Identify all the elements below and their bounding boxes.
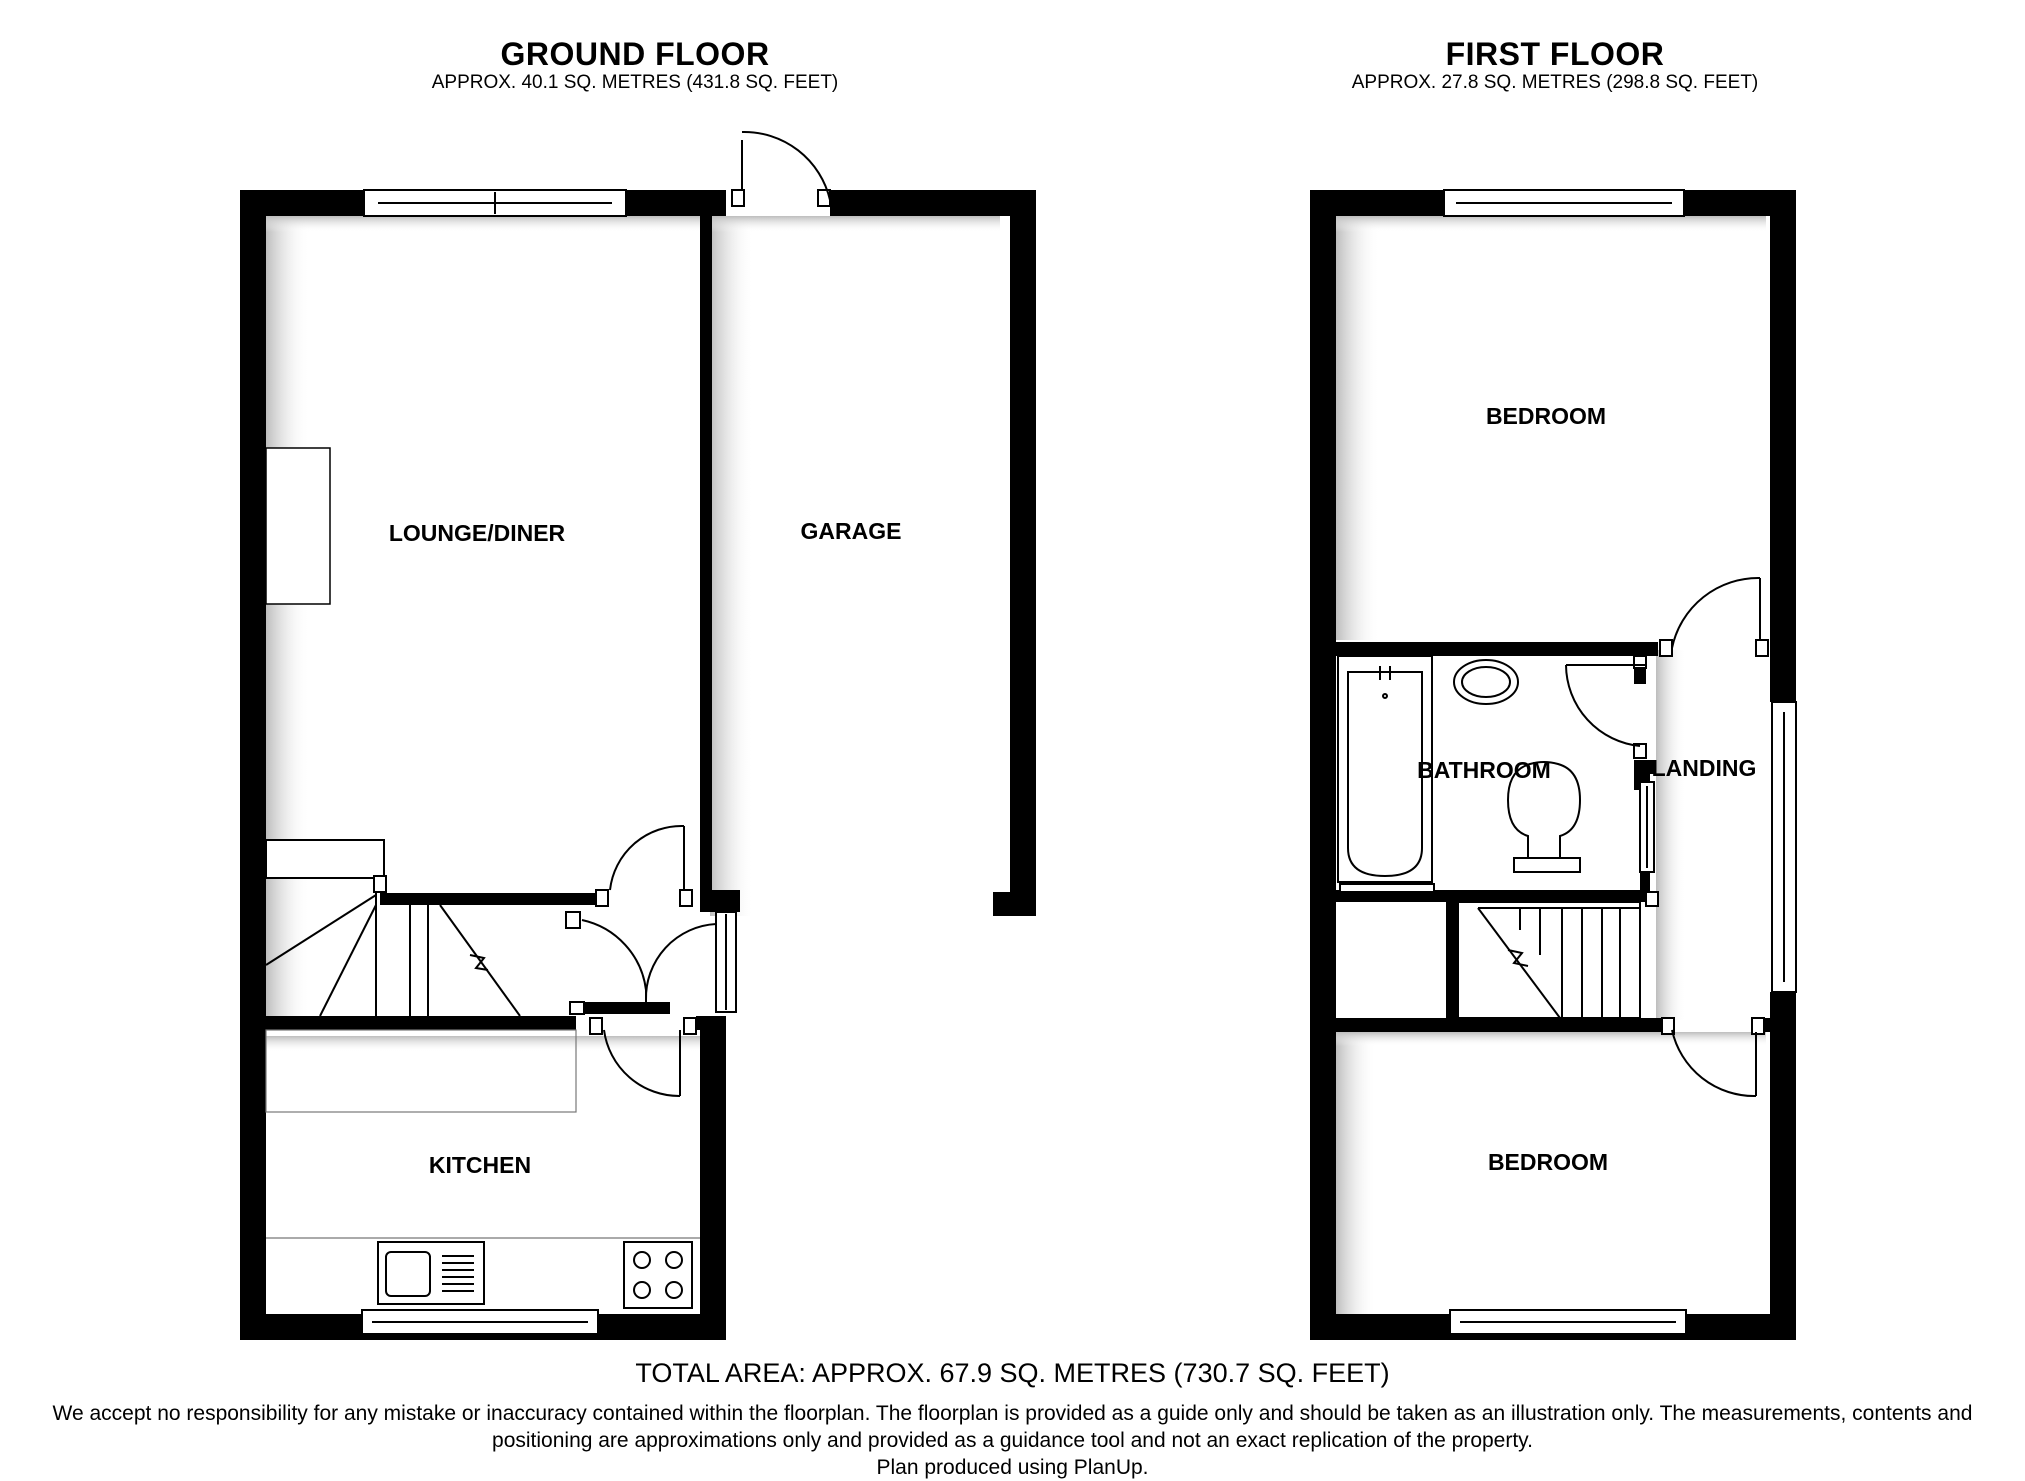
shadow xyxy=(1336,1032,1376,1320)
wall xyxy=(1310,190,1444,216)
wall xyxy=(380,893,606,905)
room-label-landing: LANDING xyxy=(1651,755,1757,781)
wall xyxy=(240,190,364,216)
first-floor-area: APPROX. 27.8 SQ. METRES (298.8 SQ. FEET) xyxy=(1351,72,1759,93)
wall xyxy=(993,892,1036,916)
wall xyxy=(1446,902,1458,1022)
ground-floor-plan xyxy=(240,132,1036,1340)
shadow xyxy=(1656,650,1686,1020)
shadow xyxy=(266,216,310,1020)
shadow xyxy=(1336,216,1380,640)
wall xyxy=(1310,190,1336,1340)
wall xyxy=(700,890,740,912)
wall xyxy=(700,1020,726,1340)
total-area: TOTAL AREA: APPROX. 67.9 SQ. METRES (730.7 SQ. FEET) xyxy=(635,1358,1390,1388)
disclaimer-line-2: positioning are approximations only and provided as a guidance tool and not an exact replication of the property. xyxy=(492,1429,1533,1452)
disclaimer-line-3: Plan produced using PlanUp. xyxy=(876,1456,1149,1479)
shadow xyxy=(710,216,754,916)
wall xyxy=(266,1016,576,1030)
wall xyxy=(1336,642,1658,656)
shadow xyxy=(1336,216,1766,232)
wall xyxy=(1770,992,1796,1340)
wall xyxy=(1770,190,1796,702)
shadow xyxy=(266,1036,700,1052)
wall xyxy=(700,190,712,902)
room-label-garage: GARAGE xyxy=(800,518,902,544)
room-label-lounge: LOUNGE/DINER xyxy=(388,520,566,546)
wall xyxy=(696,1016,726,1030)
wall xyxy=(240,190,266,1340)
shadow xyxy=(710,216,1000,232)
room-label-bathroom: BATHROOM xyxy=(1417,757,1551,783)
disclaimer xyxy=(10,1400,2015,1481)
ground-floor-area: APPROX. 40.1 SQ. METRES (431.8 SQ. FEET) xyxy=(431,72,839,93)
stairs xyxy=(1458,892,1658,1018)
shadow xyxy=(266,216,700,232)
wall xyxy=(1336,1018,1668,1032)
fireplace xyxy=(266,448,330,604)
ground-floor-title: GROUND FLOOR xyxy=(500,36,770,72)
shadow xyxy=(1336,1032,1766,1046)
hob xyxy=(624,1242,692,1308)
room-label-bedroom-top: BEDROOM xyxy=(1485,403,1607,429)
disclaimer-line-1: We accept no responsibility for any mistake or inaccuracy contained within the floorplan. The floorplan is provided as a guide only and should be taken as an illustration only. The measurements, contents and xyxy=(52,1402,1973,1425)
room-label-kitchen: KITCHEN xyxy=(428,1152,532,1178)
wall xyxy=(1010,190,1036,916)
room-label-bedroom-bottom: BEDROOM xyxy=(1487,1149,1609,1175)
wall xyxy=(830,190,1036,216)
first-floor-title: FIRST FLOOR xyxy=(1445,36,1665,72)
